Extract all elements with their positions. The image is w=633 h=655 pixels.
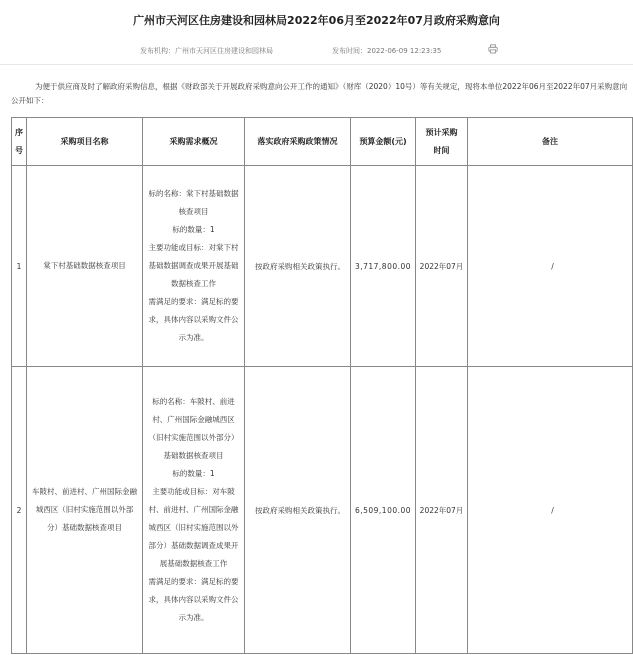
cell-remark: /	[468, 166, 633, 367]
publisher-value: 广州市天河区住房建设和园林局	[175, 47, 273, 55]
cell-time: 2022年07月	[416, 367, 468, 654]
column-header-policy: 落实政府采购政策情况	[245, 118, 351, 166]
printer-icon[interactable]	[488, 44, 498, 54]
column-header-budget: 预算金额(元)	[351, 118, 416, 166]
publisher-info	[140, 46, 273, 56]
cell-remark: /	[468, 367, 633, 654]
cell-project-name: 棠下村基础数据核查项目	[27, 166, 143, 367]
requirement-subject: 标的名称：棠下村基础数据核查项目	[148, 189, 239, 216]
cell-budget: 6,509,100.00	[351, 367, 416, 654]
cell-policy: 按政府采购相关政策执行。	[245, 166, 351, 367]
table-row	[12, 367, 633, 654]
procurement-table	[11, 117, 633, 654]
table-header-row	[12, 118, 633, 166]
publish-time-value: 2022-06-09 12:23:35	[367, 47, 442, 55]
column-header-requirements: 采购需求概况	[143, 118, 245, 166]
column-header-name: 采购项目名称	[27, 118, 143, 166]
requirement-goal: 主要功能或目标：对棠下村基础数据调查成果开展基础数据核查工作	[148, 243, 239, 288]
cell-project-name: 车陂村、前进村、广州国际金融城西区（旧村实施范围以外部分）基础数据核查项目	[27, 367, 143, 654]
cell-requirements	[143, 367, 245, 654]
article-meta	[0, 44, 633, 58]
column-header-index: 序号	[12, 118, 27, 166]
requirement-conditions: 需满足的要求：满足标的要求，具体内容以采购文件公示为准。	[148, 577, 239, 622]
cell-budget: 3,717,800.00	[351, 166, 416, 367]
cell-requirements	[143, 166, 245, 367]
requirement-subject: 标的名称：车陂村、前进村、广州国际金融城西区（旧村实施范围以外部分）基础数据核查项目	[148, 397, 239, 460]
publish-time-info	[332, 46, 441, 56]
requirement-quantity: 标的数量：1	[172, 225, 215, 234]
publish-time-label: 发布时间：	[332, 47, 367, 55]
cell-policy: 按政府采购相关政策执行。	[245, 367, 351, 654]
requirement-conditions: 需满足的要求：满足标的要求，具体内容以采购文件公示为准。	[148, 297, 239, 342]
column-header-remark: 备注	[468, 118, 633, 166]
intro-paragraph: 为便于供应商及时了解政府采购信息，根据《财政部关于开展政府采购意向公开工作的通知》（财库（2020）10号）等有关规定，现将本单位2022年06月至2022年07月采购意向公开如下：	[11, 82, 628, 105]
column-header-time: 预计采购时间	[416, 118, 468, 166]
requirement-goal: 主要功能或目标：对车陂村、前进村、广州国际金融城西区（旧村实施范围以外部分）基础数据调查成果开展基础数据核查工作	[148, 487, 239, 568]
requirement-quantity: 标的数量：1	[172, 469, 215, 478]
publisher-label: 发布机构：	[140, 47, 175, 55]
table-row	[12, 166, 633, 367]
header-divider	[0, 64, 633, 65]
cell-index: 2	[12, 367, 27, 654]
cell-time: 2022年07月	[416, 166, 468, 367]
page-title: 广州市天河区住房建设和园林局2022年06月至2022年07月政府采购意向	[133, 14, 500, 27]
cell-index: 1	[12, 166, 27, 367]
